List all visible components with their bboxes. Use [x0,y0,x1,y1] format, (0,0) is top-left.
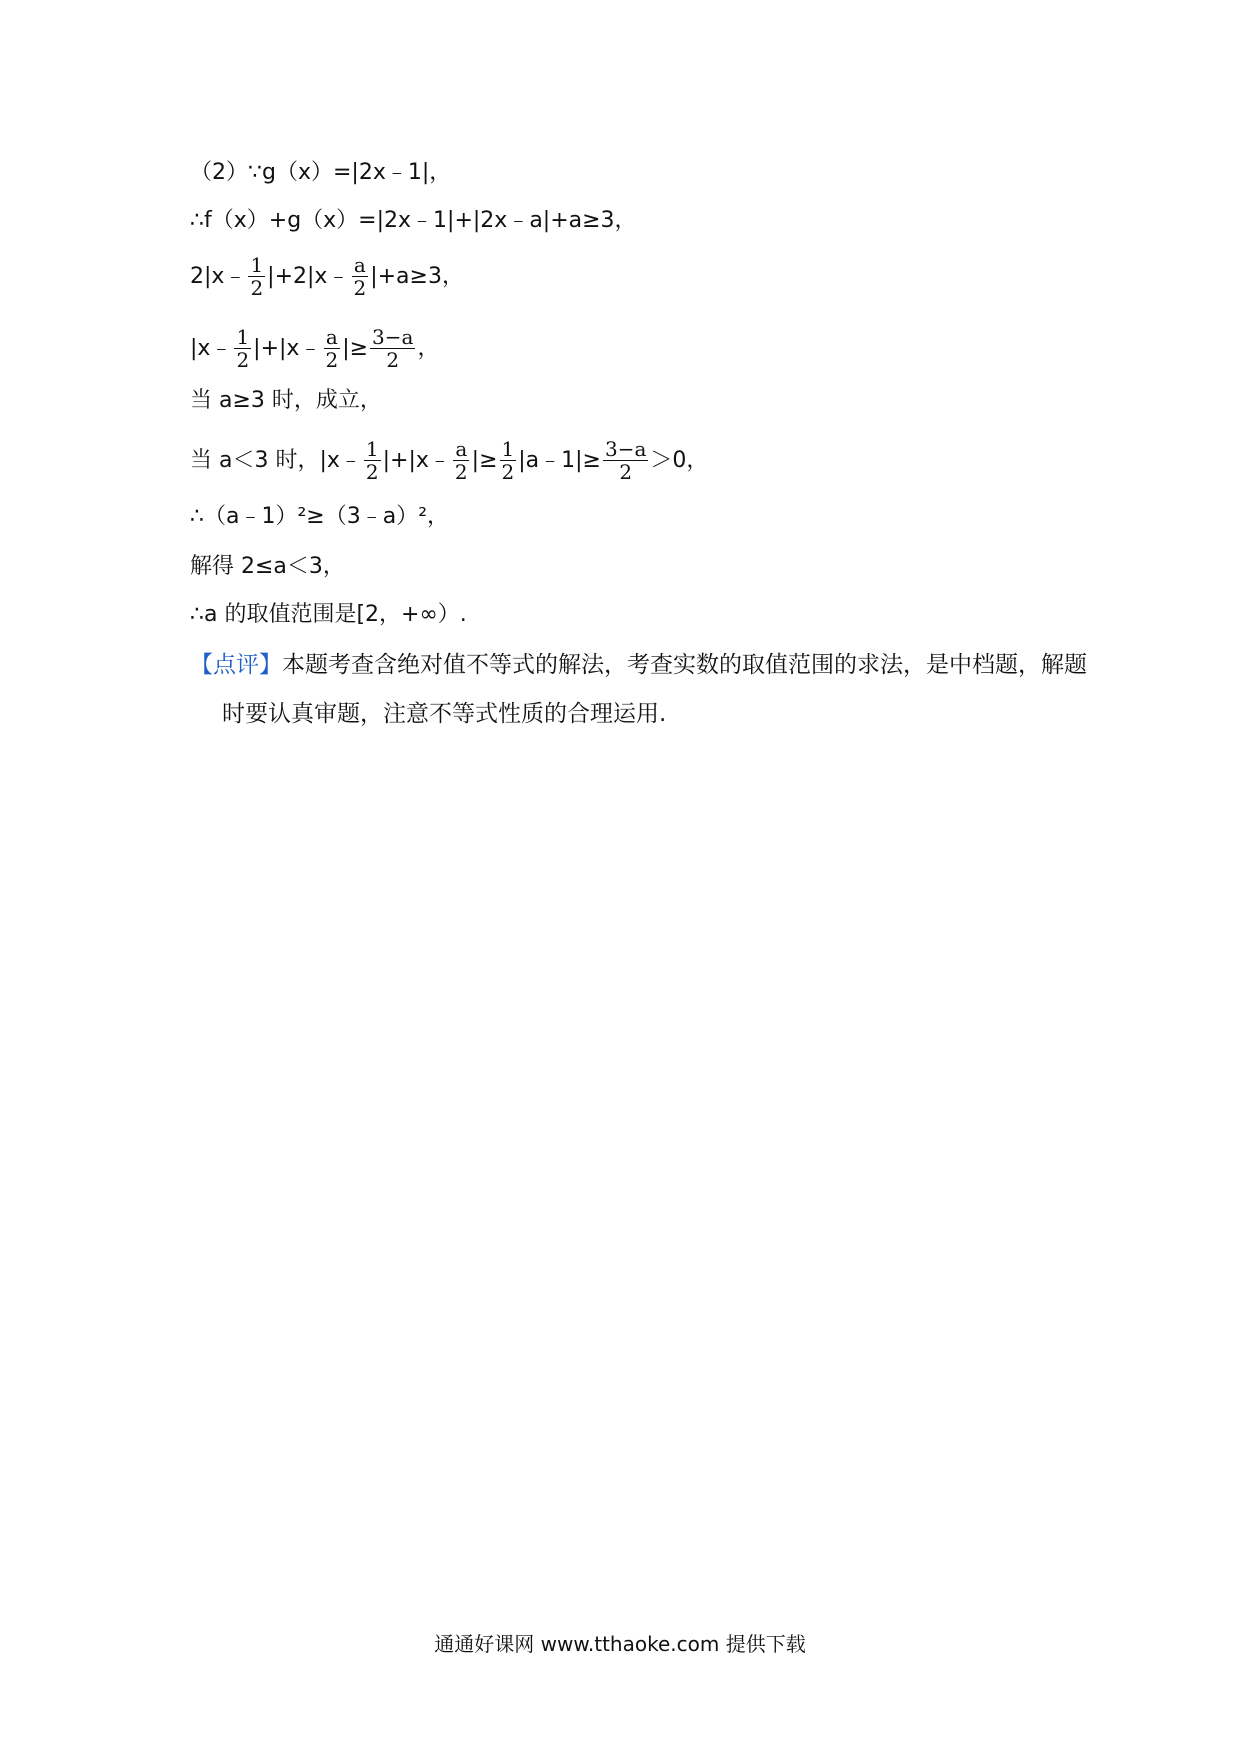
commentary-text: 本题考查含绝对值不等式的解法，考查实数的取值范围的求法，是中档题，解题时要认真审题，注意不等式性质的合理运用. [222,652,1087,727]
solution-line-3: 2|x﹣ $\frac{1}{2}$ |+2|x﹣ $\frac{a}{2}$ |+a≥3， [190,253,464,300]
commentary-tag: 【点评】 [190,652,282,678]
solution-line-1: （2）∵g（x）=|2x﹣1|， [190,160,452,185]
solution-line-7: ∴（a﹣1）²≥（3﹣a）²， [190,504,450,529]
solution-line-4: |x﹣ $\frac{1}{2}$ |+|x﹣ $\frac{a}{2}$ |≥ $\frac{3-a}{2}$ ， [190,325,440,372]
fraction: $\frac{1}{2}$ [236,325,250,372]
solution-line-2: ∴f（x）+g（x）=|2x﹣1|+|2x﹣a|+a≥3， [190,208,637,233]
fraction: $\frac{1}{2}$ [501,437,515,484]
page-footer: 通通好课网 www.tthaoke.com 提供下载 [434,1632,806,1656]
fraction: $\frac{a}{2}$ [353,253,367,300]
fraction: $\frac{1}{2}$ [250,253,264,300]
fraction: $\frac{3-a}{2}$ [605,437,647,484]
fraction: $\frac{1}{2}$ [365,437,379,484]
solution-line-6: 当 a＜3 时，|x﹣ $\frac{1}{2}$ |+|x﹣ $\frac{a}{2}$ |≥ $\frac{1}{2}$ |a﹣1|≥ $\frac{3-a}{2}$ ＞0， [190,437,709,484]
fraction: $\frac{a}{2}$ [325,325,339,372]
fraction: $\frac{3-a}{2}$ [372,325,414,372]
fraction: $\frac{a}{2}$ [454,437,468,484]
solution-line-5: 当 a≥3 时，成立， [190,388,382,413]
commentary-paragraph [190,641,1102,739]
solution-line-9: ∴a 的取值范围是[2，+∞）. [190,602,467,627]
solution-line-8: 解得 2≤a＜3， [190,554,345,579]
